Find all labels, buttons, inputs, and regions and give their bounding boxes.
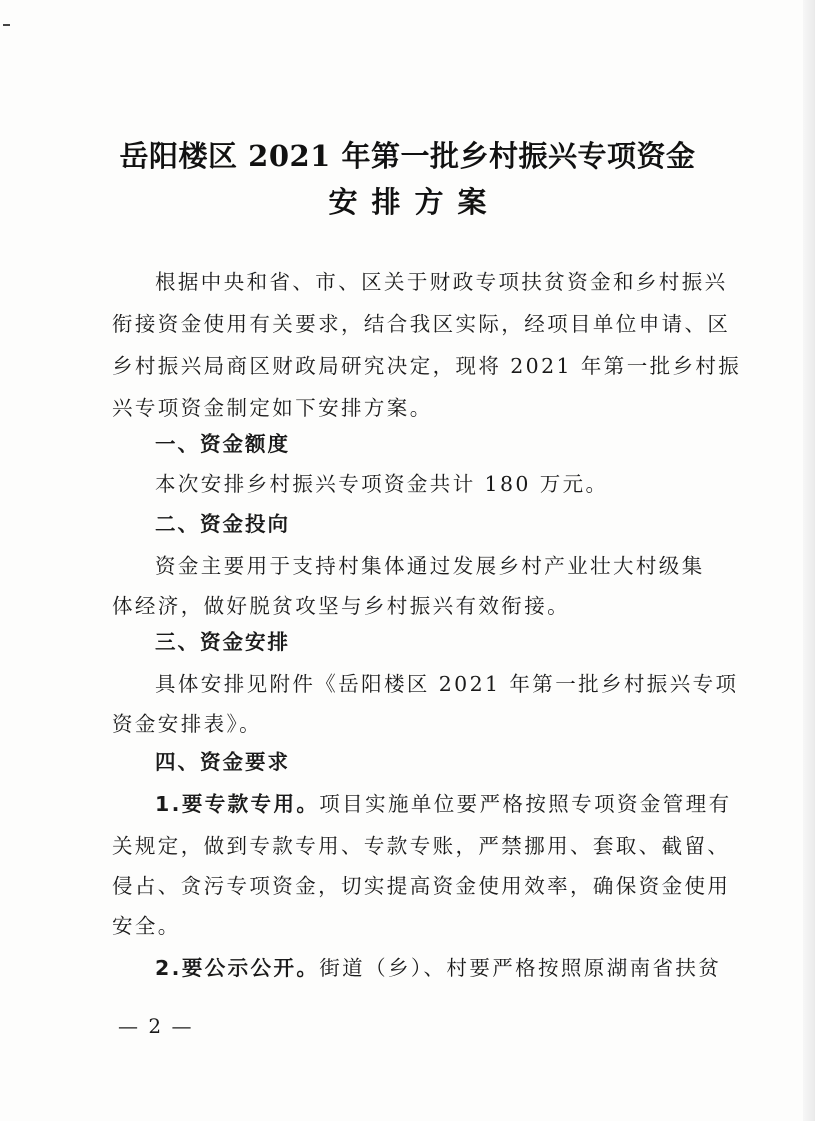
section-direction-line-1: 资金主要用于支持村集体通过发展乡村产业壮大村级集 <box>155 554 705 578</box>
section-direction-line-2: 体经济，做好脱贫攻坚与乡村振兴有效衔接。 <box>112 594 570 618</box>
intro-line-2: 衔接资金使用有关要求，结合我区实际，经项目单位申请、区 <box>112 312 731 336</box>
section-amount-line-1: 本次安排乡村振兴专项资金共计 180 万元。 <box>155 472 609 496</box>
requirement-1-line-3: 侵占、贪污专项资金，切实提高资金使用效率，确保资金使用 <box>112 874 731 898</box>
document-title-line-2: 安排方案 <box>328 185 501 219</box>
section-arrangement-line-1: 具体安排见附件《岳阳楼区 2021 年第一批乡村振兴专项 <box>155 672 739 696</box>
requirement-2-line-1 <box>155 952 727 984</box>
intro-line-1: 根据中央和省、市、区关于财政专项扶贫资金和乡村振兴 <box>155 270 728 294</box>
requirement-1-text: 项目实施单位要严格按照专项资金管理有 <box>319 792 732 816</box>
section-heading-amount: 一、资金额度 <box>155 432 290 456</box>
page-number: — 2 — <box>118 1014 194 1038</box>
section-heading-arrangement: 三、资金安排 <box>155 630 290 654</box>
requirement-1-line-2: 关规定，做到专款专用、专款专账，严禁挪用、套取、截留、 <box>112 834 731 858</box>
section-arrangement-line-2: 资金安排表》。 <box>112 712 263 736</box>
requirement-2-text: 街道（乡）、村要严格按照原湖南省扶贫 <box>319 956 722 980</box>
requirement-2-lead: 2.要公示公开。 <box>155 956 320 980</box>
requirement-1-line-1 <box>155 788 732 820</box>
requirement-1-line-4: 安全。 <box>112 914 181 938</box>
intro-line-3: 乡村振兴局商区财政局研究决定，现将 2021 年第一批乡村振 <box>112 354 742 378</box>
section-heading-direction: 二、资金投向 <box>155 512 290 536</box>
section-heading-requirements: 四、资金要求 <box>155 750 290 774</box>
scan-corner-mark <box>3 24 10 26</box>
intro-line-4: 兴专项资金制定如下安排方案。 <box>112 396 433 420</box>
document-title-line-1: 岳阳楼区 2021 年第一批乡村振兴专项资金 <box>119 139 696 173</box>
requirement-1-lead: 1.要专款专用。 <box>155 792 320 816</box>
